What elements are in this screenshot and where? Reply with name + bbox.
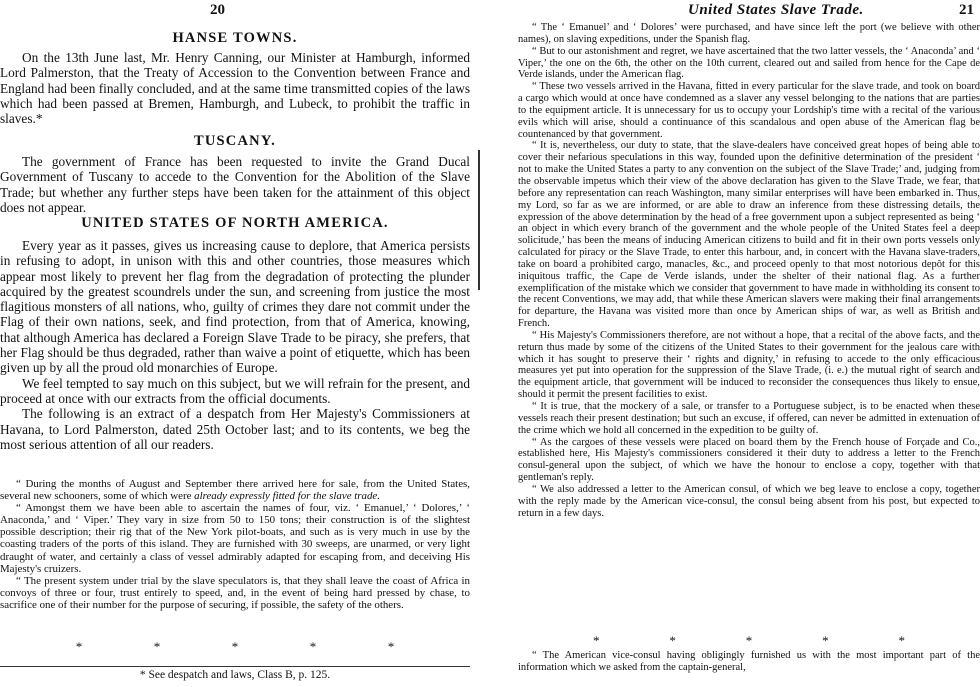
usa-body [0, 238, 470, 452]
emphasis: already expressly fitted for the slave trade. [194, 490, 380, 503]
hanse-section [0, 30, 470, 47]
star: * [153, 639, 161, 654]
paragraph: The government of France has been requested to invite the Grand Ducal Government of Tuscany to accede to the Convention for the Abolition of the Slave Trade; but whether any further steps have been taken for the attainment of this object does not appear. [0, 154, 470, 215]
right-body [518, 22, 980, 519]
section-heading: UNITED STATES OF NORTH AMERICA. [81, 215, 389, 231]
paragraph: “ We also addressed a letter to the American consul, of which we beg leave to enclose a copy, together with the reply made by the American vice-consul, the consul being absent from his post, but expected to return in a few days. [518, 483, 980, 519]
right-final [518, 650, 980, 674]
paragraph: The following is an extract of a despatch from Her Majesty's Commissioners at Havana, to Lord Palmerston, dated 25th October last; and to its contents, we beg the most serious attention of all our readers. [0, 406, 470, 452]
right-page [518, 0, 980, 687]
footnote: * See despatch and laws, Class B, p. 125. [139, 669, 331, 681]
paragraph: “ The ‘ Emanuel’ and ‘ Dolores’ were purchased, and have since left the port (we believe with other names), on slaving expeditions, under the Spanish flag. [518, 22, 980, 45]
paragraph: “ It is, nevertheless, our duty to state, that the slave-dealers have conceived great hopes of being able to cover their nefarious speculations in this way, founded upon the definitive determination of the president ‘ not to make the United States a party to any convention on the subject of the Slave Trade;’ and, judging from the observable impetus which their view of the above declaration has given to the Slave Trade, we fear, that before any representation can reach Washington, many similar enterprises will have been embarked in. Thus, my Lord, so far as we are informed, or are able to draw an inference from these distressing details, the expression of the above determination by the head of a free government upon a subject represented as being ‘ an object in which every branch of the government and the whole people of the United States feel a deep solicitude,’ has been the means of inducing American citizens to build and fit in their own ports vessels only calculated for piracy or the Slave Trade, to enter this harbour, and, in concert with the Havana slave-traders, take on board a prohibited cargo, manacles, &c., and proceed openly to that most notorious depôt for this iniquitous traffic, the Cape de Verde islands, under the shelter of their national flag. As a further exemplification of the mistake which we consider that government to have made in withholding its consent to the recent Conventions, we may add, that while these American slavers were making their final arrangements for departure, the Havana was visited more than once by American ships of war, as well as British and French. [518, 140, 980, 330]
quote-paragraph: “ During the months of August and September there arrived here for sale, from the United States, several new schooners, some of which were already expressly fitted for the slave trade. [0, 478, 470, 503]
paragraph: “ As the cargoes of these vessels were placed on board them by the French house of Forçade and Co., established here, His Majesty's commissioners considered it their duty to address a letter to the French consul-general upon the subject, of which we have the honour to enclose a copy, together with that gentleman's reply. [518, 436, 980, 484]
despatch-quote [0, 478, 470, 611]
star: * [231, 639, 239, 654]
quote-paragraph: “ Amongst them we have been able to ascertain the names of four, viz. ‘ Emanuel,’ ‘ Dolores,’ ‘ Anaconda,’ and ‘ Viper.’ They vary in size from 50 to 150 tons; their construction is of the slightest possible description; their rig that of the New York pilot-boats, and such as is very much in use by the coasting traders of the ports of this island. They are furnished with 30 sweeps, are unarmed, or very light draught of water, and certainly a class of vessel admirably adapted for escaping from, and deceiving His Majesty's cruizers. [0, 502, 470, 575]
paragraph: On the 13th June last, Mr. Henry Canning, our Minister at Hamburgh, informed Lord Palmerston, that the Treaty of Accession to the Convention between France and England had been finally concluded, and at the same time transmitted copies of the laws which had been passed at Bremen, Hamburgh, and Lubeck, to prohibit the traffic in slaves.* [0, 50, 470, 127]
star: * [592, 633, 600, 648]
ellipsis-stars [518, 634, 980, 647]
star: * [898, 633, 905, 648]
section-heading: TUSCANY. [194, 133, 276, 149]
paragraph: “ The American vice-consul having obligingly furnished us with the most important part of the information which we asked from the captain-general, [518, 650, 980, 673]
left-page [0, 0, 470, 687]
usa-section [0, 215, 470, 232]
star: * [669, 633, 676, 648]
tuscany-section [0, 133, 470, 150]
ellipsis-stars [0, 640, 470, 653]
gutter-line [478, 150, 480, 290]
section-heading: HANSE TOWNS. [172, 30, 298, 46]
star: * [745, 633, 753, 648]
running-head: United States Slave Trade. [688, 2, 864, 18]
paragraph: “ It is true, that the mockery of a sale, or transfer to a Portuguese subject, is to be enacted when these vessels reach their present destination; but such an excuse, if offered, can never be admitted in extenuation of the crime which we hold all concerned in the expedition to be guilty of. [518, 401, 980, 436]
star: * [822, 633, 829, 648]
paragraph: “ These two vessels arrived in the Havana, fitted in every particular for the slave trade, and took on board a cargo which would at once have condemned as a slaver any vessel belonging to the nations that are parties to the equipment article. It is unnecessary for us to occupy your Lordship's time with a recital of the various evils which will arise, should a continuance of this scandalous and open abuse of the American flag be countenanced by that government. [518, 81, 980, 140]
page-number: 20 [210, 2, 225, 18]
paragraph: “ His Majesty's Commissioners therefore, are not without a hope, that a recital of the above facts, and the return thus made by some of the citizens of the United States to their government for the jealous care with which it has sought to preserve their ‘ rights and dignity,’ in refusing to accede to the only efficacious measures yet put into operation for the suppression of the Slave Trade, (i. e.) the mutual right of search and the equipment article, that government will be induced to reconsider the consequences thus likely to ensue, should it permit the present facilities to exist. [518, 329, 980, 401]
hanse-paragraph-block [0, 50, 470, 126]
paragraph: Every year as it passes, gives us increasing cause to deplore, that America persists in refusing to adopt, in unison with this and other countries, those measures which appear most likely to prevent her flag from the degradation of protecting the plunder acquired by the greatest scoundrels under the sun, and screening from justice the most flagitious monsters of all nations, who, guilty of crimes they dare not commit under the Flag of their own nations, seek, and find protection, from that of America, knowing, that although America has declared a Foreign Slave Trade to be piracy, she prefers, that her Flag should be thus degraded, rather than waive a point of etiquette, which has been given up by all the proud old monarchies of Europe. [0, 238, 470, 376]
paragraph: We feel tempted to say much on this subject, but we will refrain for the present, and proceed at once with our extracts from the official documents. [0, 375, 470, 406]
footnote-block [0, 662, 470, 681]
paragraph: “ But to our astonishment and regret, we have ascertained that the two latter vessels, the ‘ Anaconda’ and ‘ Viper,’ the one on the 6th, the other on the 10th current, cleared out and sailed from hence for the Cape de Verde islands, under the American flag. [518, 45, 980, 81]
star: * [309, 639, 317, 654]
footnote-rule [0, 666, 470, 667]
star: * [75, 639, 83, 654]
tuscany-paragraph-block [0, 154, 470, 215]
star: * [387, 639, 395, 654]
page-number: 21 [959, 2, 974, 18]
quote-paragraph: “ The present system under trial by the slave speculators is, that they shall leave the coast of Africa in convoys of three or four, trust entirely to speed, and, in the event of being hard pressed by chase, to sacrifice one of their number for the purpose of securing, if possible, the safety of the others. [0, 574, 470, 611]
